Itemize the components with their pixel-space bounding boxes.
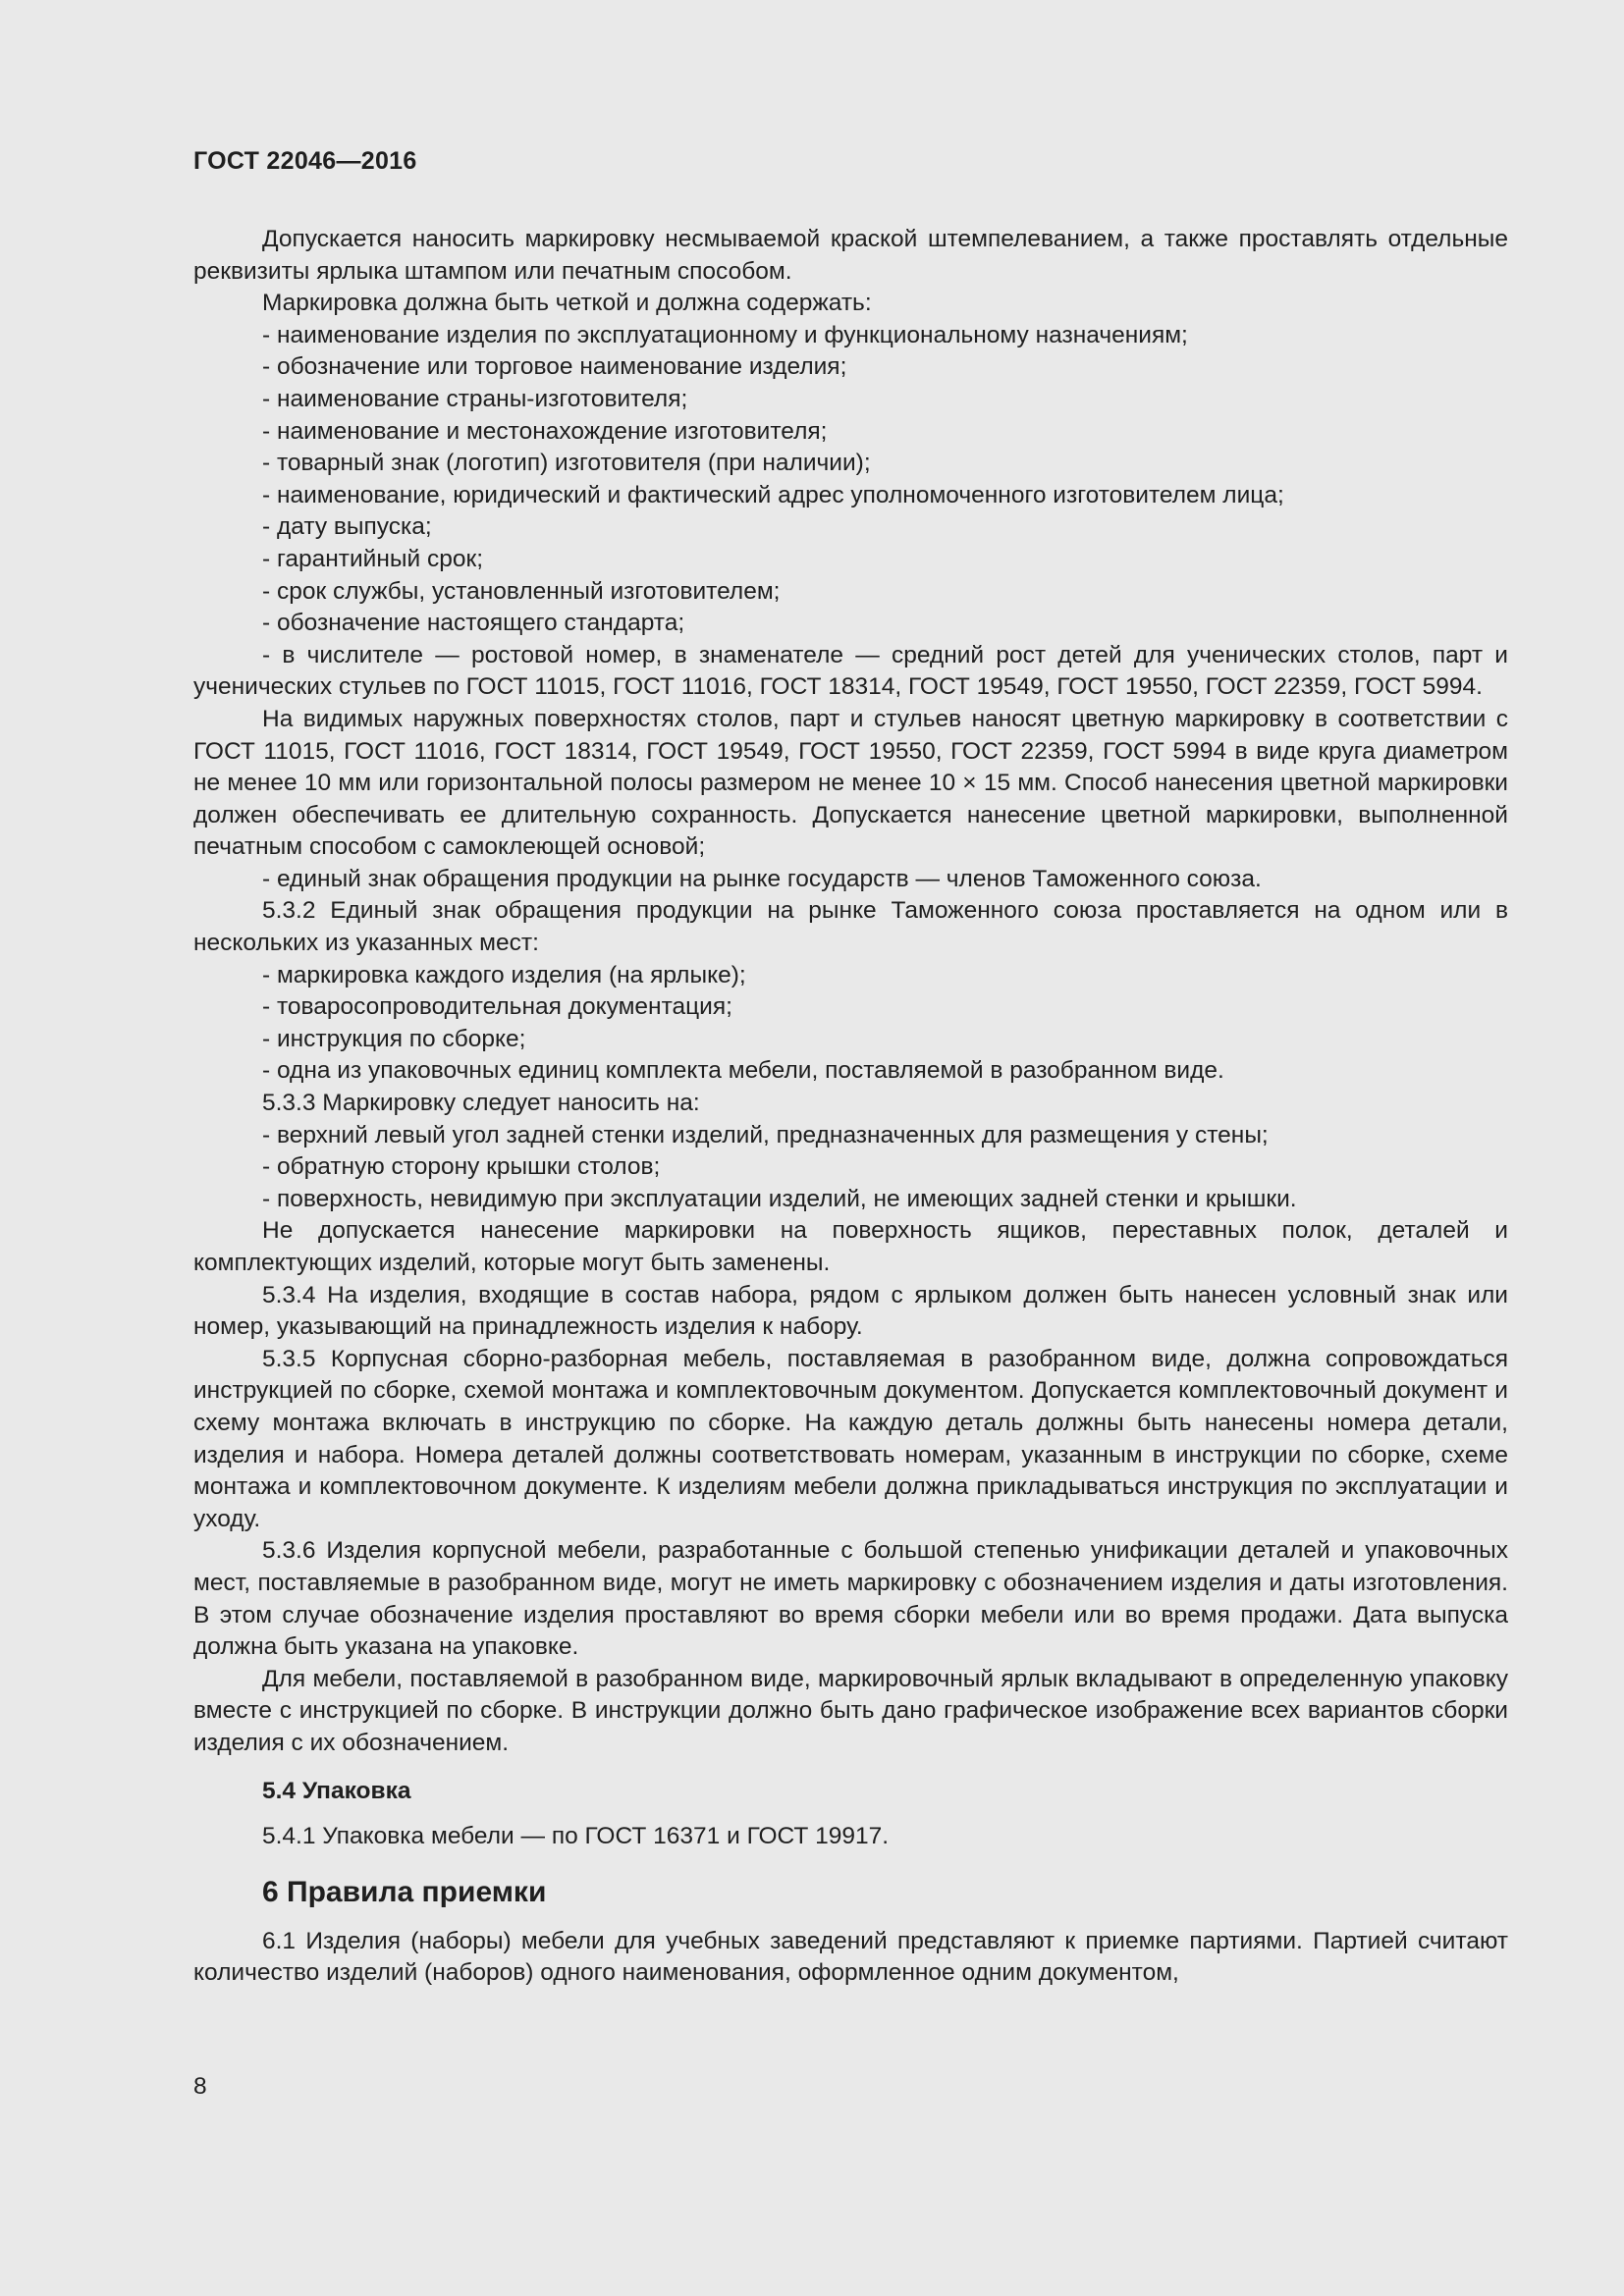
clause-6-1: 6.1 Изделия (наборы) мебели для учебных заведений представляют к приемке партиями. Партией считают количество изделий (наборов) одного наименования, оформленное одним документом, (193, 1927, 1508, 1987)
clause-5-3-3: 5.3.3 Маркировку следует наносить на: (262, 1090, 700, 1117)
list-item: - наименование, юридический и фактический адрес уполномоченного изготовителем лица; (262, 481, 1284, 508)
marking-requirements-list (193, 320, 1508, 704)
list-item: - наименование изделия по эксплуатационному и функциональному назначениям; (262, 321, 1188, 348)
paragraph: - единый знак обращения продукции на рынке государств — членов Таможенного союза. (262, 865, 1262, 892)
clause-5-3-4: 5.3.4 На изделия, входящие в состав набора, рядом с ярлыком должен быть нанесен условный знак или номер, указывающий на принадлежность изделия к набору. (193, 1281, 1508, 1341)
page-number: 8 (193, 2073, 207, 2100)
paragraph: На видимых наружных поверхностях столов, парт и стульев наносят цветную маркировку в соответствии с ГОСТ 11015, ГОСТ 11016, ГОСТ 18314, ГОСТ 19549, ГОСТ 19550, ГОСТ 22359, ГОСТ 5994 в виде круга диаметром не менее 10 мм или горизонтальной полосы размером не менее 10 × 15 мм. Способ нанесения цветной маркировки должен обеспечивать ее длительную сохранность. Допускается нанесение цветной маркировки, выполненной печатным способом с самоклеющей основой; (193, 705, 1508, 861)
clause-5-3-5: 5.3.5 Корпусная сборно-разборная мебель, поставляемая в разобранном виде, должна сопровождаться инструкцией по сборке, схемой монтажа и комплектовочным документом. Допускается комплектовочный документ и схему монтажа включать в инструкцию по сборке. На каждую деталь должны быть нанесены номера детали, изделия и набора. Номера деталей должны соответствовать номерам, указанным в инструкции по сборке, схеме монтажа и комплектовочном документе. К изделиям мебели должна прикладываться инструкция по эксплуатации и уходу. (193, 1345, 1508, 1532)
list-item: - в числителе — ростовой номер, в знаменателе — средний рост детей для ученических столов, парт и ученических стульев по ГОСТ 11015, ГОСТ 11016, ГОСТ 18314, ГОСТ 19549, ГОСТ 19550, ГОСТ 22359, ГОСТ 5994. (193, 641, 1508, 701)
list-item: - маркировка каждого изделия (на ярлыке); (262, 961, 746, 988)
list-item: - инструкция по сборке; (262, 1025, 526, 1052)
list-item: - обратную сторону крышки столов; (262, 1153, 661, 1181)
list-item: - поверхность, невидимую при эксплуатации изделий, не имеющих задней стенки и крышки. (262, 1185, 1297, 1212)
paragraph: Маркировка должна быть четкой и должна содержать: (262, 290, 872, 317)
section-title-acceptance-rules: 6 Правила приемки (262, 1875, 547, 1908)
document-body (193, 224, 1508, 1990)
clause-5-4-1: 5.4.1 Упаковка мебели — по ГОСТ 16371 и ГОСТ 19917. (262, 1823, 890, 1850)
list-item: - обозначение настоящего стандарта; (262, 610, 685, 637)
paragraph: Для мебели, поставляемой в разобранном виде, маркировочный ярлык вкладывают в определенную упаковку вместе с инструкцией по сборке. В инструкции должно быть дано графическое изображение всех вариантов сборки изделия с их обозначением. (193, 1665, 1508, 1756)
list-item: - дату выпуска; (262, 513, 432, 541)
list-item: - обозначение или торговое наименование изделия; (262, 353, 847, 381)
list-item: - товаросопроводительная документация; (262, 993, 732, 1021)
document-header: ГОСТ 22046—2016 (193, 147, 417, 175)
list-item: - товарный знак (логотип) изготовителя (при наличии); (262, 450, 871, 477)
clause-5-3-2: 5.3.2 Единый знак обращения продукции на рынке Таможенного союза проставляется на одном или в нескольких из указанных мест: (193, 897, 1508, 957)
list-item: - гарантийный срок; (262, 545, 484, 572)
list-item: - верхний левый угол задней стенки изделий, предназначенных для размещения у стены; (262, 1121, 1269, 1148)
list-item: - одна из упаковочных единиц комплекта мебели, поставляемой в разобранном виде. (262, 1057, 1224, 1085)
list-item: - наименование страны-изготовителя; (262, 385, 688, 412)
list-item: - срок службы, установленный изготовителем; (262, 577, 781, 605)
subsection-title-packaging: 5.4 Упаковка (262, 1777, 411, 1804)
marking-location-list (193, 1120, 1508, 1216)
paragraph: Допускается наносить маркировку несмываемой краской штемпелеванием, а также проставлять отдельные реквизиты ярлыка штампом или печатным способом. (193, 226, 1508, 285)
clause-5-3-6: 5.3.6 Изделия корпусной мебели, разработанные с большой степенью унификации деталей и упаковочных мест, поставляемые в разобранном виде, могут не иметь маркировку с обозначением изделия и даты изготовления. В этом случае обозначение изделия проставляют во время сборки мебели или во время продажи. Дата выпуска должна быть указана на упаковке. (193, 1537, 1508, 1661)
mark-placement-list (193, 960, 1508, 1088)
list-item: - наименование и местонахождение изготовителя; (262, 417, 828, 445)
paragraph: Не допускается нанесение маркировки на поверхность ящиков, переставных полок, деталей и комплектующих изделий, которые могут быть заменены. (193, 1217, 1508, 1276)
